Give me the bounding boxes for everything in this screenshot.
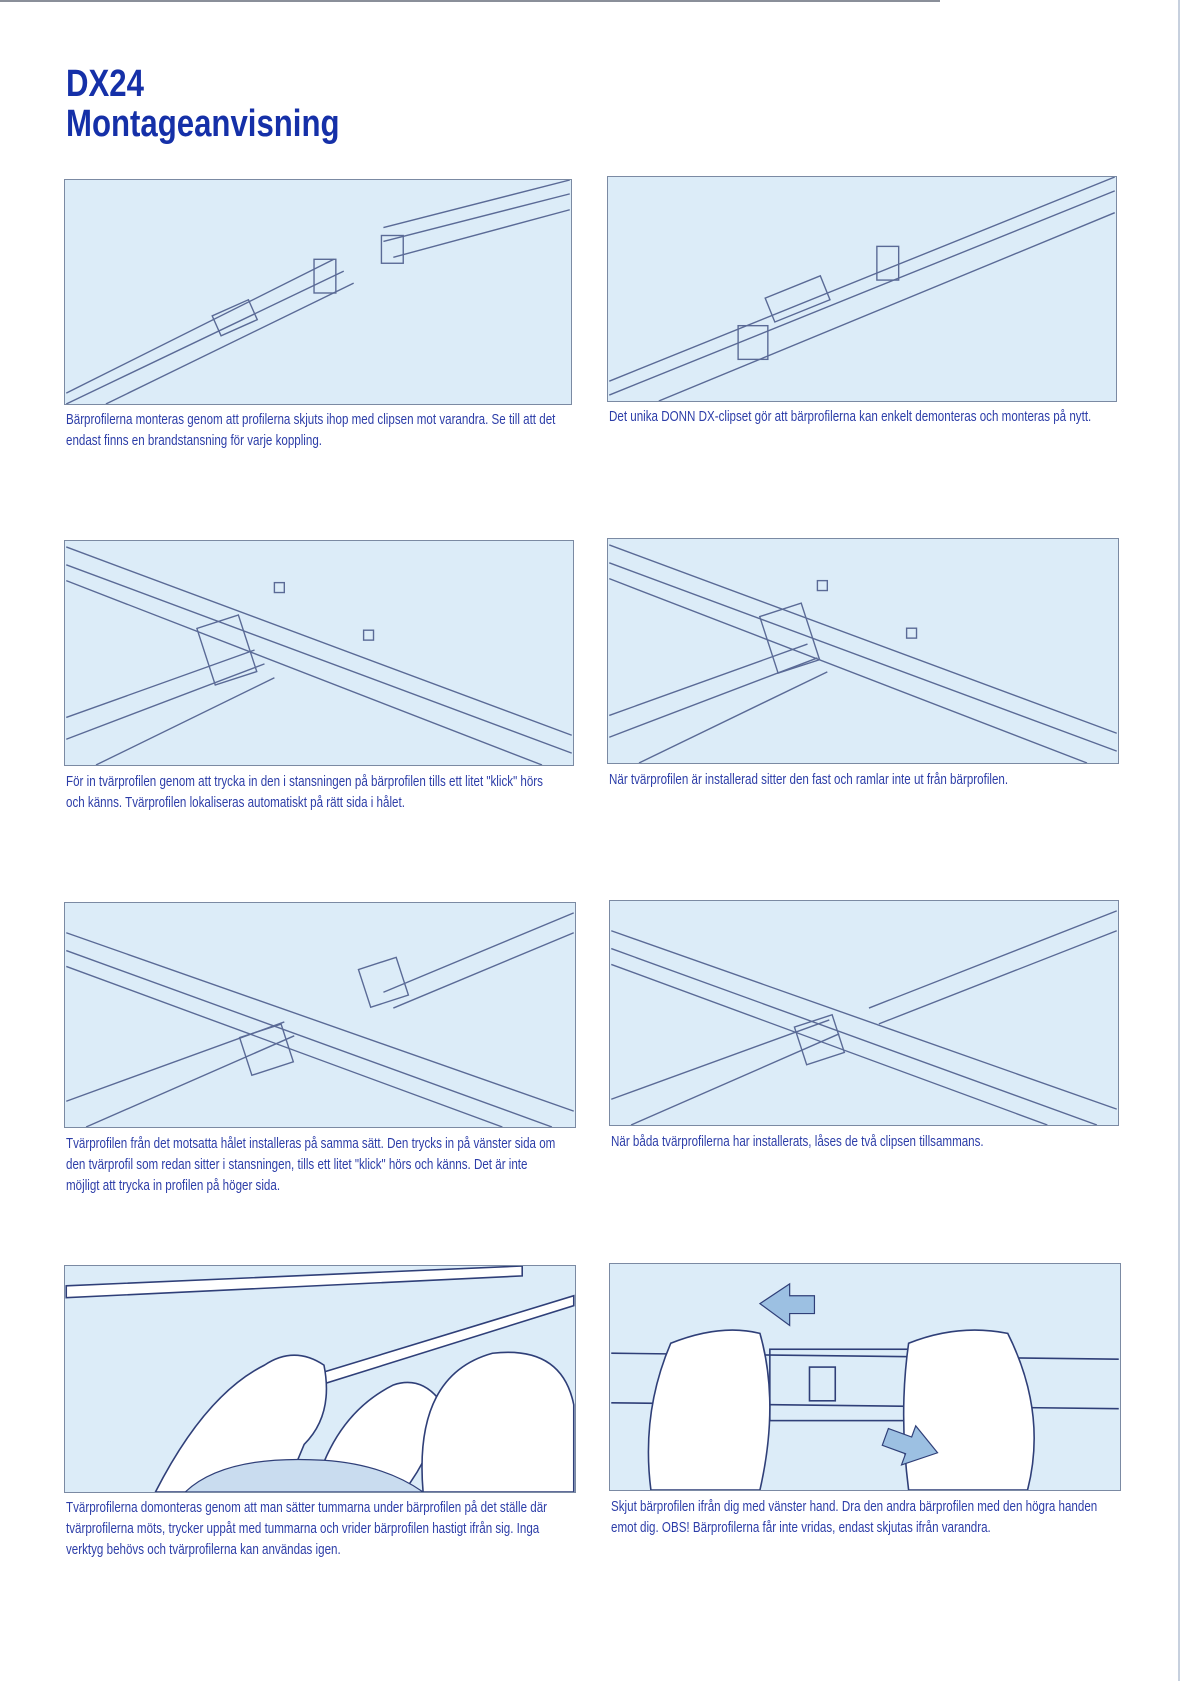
illustration-step-2 [607,176,1117,402]
illustration-step-1 [64,179,572,405]
caption-step-7: Tvärprofilerna domonteras genom att man sätter tummarna under bärprofilen på det ställe där tvärprofilerna möts, trycker uppåt med tummarna och vrider bärprofilen hastigt ifrån sig. Inga verktyg behövs och tvärprofilerna kan användas igen. [66,1500,548,1558]
crossbar-installed-icon [608,539,1118,763]
caption-step-8: Skjut bärprofilen ifrån dig med vänster hand. Dra den andra bärprofilen med den högra handen emot dig. OBS! Bärprofilerna får inte vridas, endast skjutas ifrån varandra. [611,1499,1098,1536]
caption-step-2: Det unika DONN DX-clipset gör att bärprofilerna kan enkelt demonteras och monteras på nytt. [609,409,1092,425]
caption-step-6: När båda tvärprofilerna har installerats, låses de två clipsen tillsammans. [611,1134,984,1150]
illustration-step-6 [609,900,1119,1126]
caption-step-4: När tvärprofilen är installerad sitter den fast och ramlar inte ut från bärprofilen. [609,772,1009,788]
title-heading: Montageanvisning [66,103,340,145]
second-crossbar-icon [65,903,575,1127]
right-edge-rule [1178,0,1180,1681]
title-model: DX24 [66,63,144,105]
illustration-step-3 [64,540,574,766]
illustration-step-5 [64,902,576,1128]
caption-step-5: Tvärprofilen från det motsatta hålet installeras på samma sätt. Den trycks in på vänster sida om den tvärprofil som redan sitter i stansningen, tills ett litet "klick" hörs och känns. Det är inte möjligt att trycka in profilen på höger sida. [66,1136,556,1194]
crossbar-insert-icon [65,541,573,765]
pull-apart-hands-icon [610,1264,1120,1490]
top-rule [0,0,940,2]
profile-joint-icon [65,180,571,404]
profile-joint-icon [608,177,1116,401]
illustration-step-8 [609,1263,1121,1491]
clips-locked-icon [610,901,1118,1125]
page-title [66,64,340,144]
disassembly-hands-icon [65,1266,575,1492]
caption-step-1: Bärprofilerna monteras genom att profilerna skjuts ihop med clipsen mot varandra. Se till att det endast finns en brandstansning för varje koppling. [66,412,556,449]
illustration-step-7 [64,1265,576,1493]
illustration-step-4 [607,538,1119,764]
caption-step-3: För in tvärprofilen genom att trycka in den i stansningen på bärprofilen tills ett litet "klick" hörs och känns. Tvärprofilen lokaliseras automatiskt på rätt sida i hålet. [66,774,543,811]
